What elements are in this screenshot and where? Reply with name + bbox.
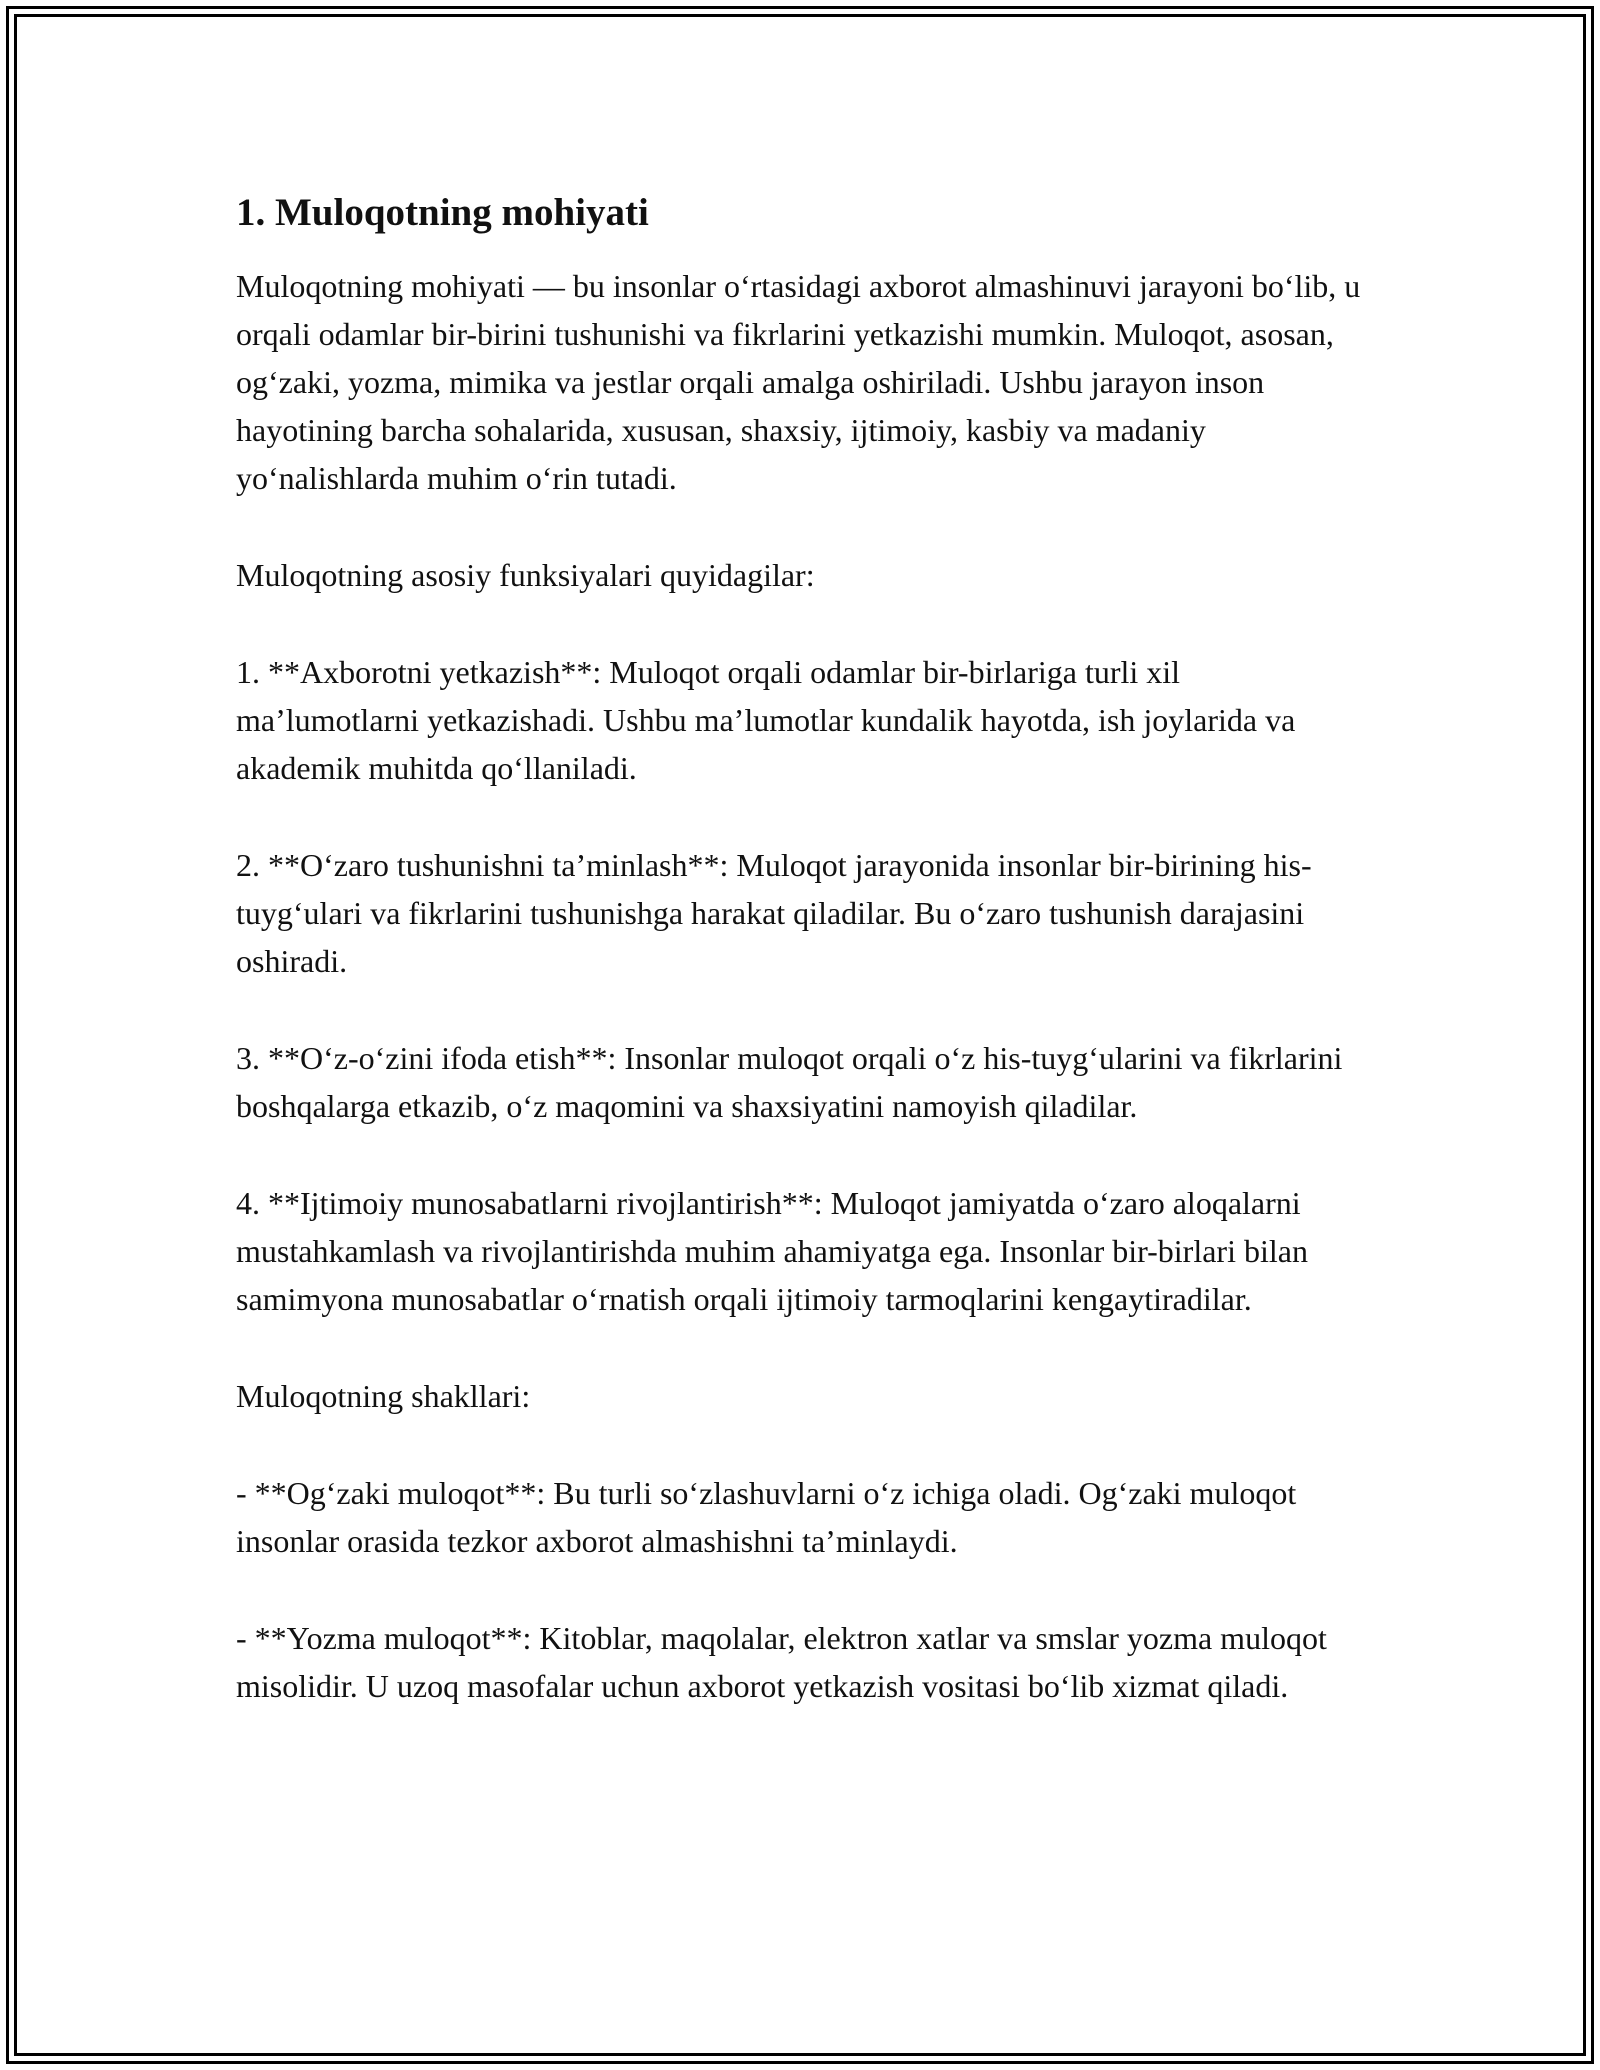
paragraph-intro: Muloqotning mohiyati — bu insonlar o‘rtasidagi axborot almashinuvi jarayoni bo‘lib, u orqali odamlar bir-birini tushunishi va fikrlarini yetkazishi mumkin. Muloqot, asosan, og‘zaki, yozma, mimika va jestlar orqali amalga oshiriladi. Ushbu jarayon inson hayotining barcha sohalarida, xususan, shaxsiy, ijtimoiy, kasbiy va madaniy yo‘nalishlarda muhim o‘rin tutadi. bbox=[236, 267, 1361, 496]
paragraph-function-1: 1. **Axborotni yetkazish**: Muloqot orqali odamlar bir-birlariga turli xil ma’lumotlarni yetkazishadi. Ushbu ma’lumotlar kundalik hayotda, ish joylarida va akademik muhitda qo‘llaniladi. bbox=[236, 653, 1296, 786]
paragraph-form-written: - **Yozma muloqot**: Kitoblar, maqolalar, elektron xatlar va smslar yozma muloqot misolidir. U uzoq masofalar uchun axborot yetkazish vositasi bo‘lib xizmat qiladi. bbox=[236, 1619, 1327, 1704]
section-title: 1. Muloqotning mohiyati bbox=[236, 191, 649, 234]
paragraph-functions-heading: Muloqotning asosiy funksiyalari quyidagilar: bbox=[236, 556, 815, 593]
paragraph-forms-heading: Muloqotning shakllari: bbox=[236, 1377, 531, 1414]
paragraph-function-2: 2. **O‘zaro tushunishni ta’minlash**: Muloqot jarayonida insonlar bir-birining his-tuyg‘ulari va fikrlarini tushunishga harakat qiladilar. Bu o‘zaro tushunish darajasini oshiradi. bbox=[236, 846, 1312, 979]
paragraph-form-oral: - **Og‘zaki muloqot**: Bu turli so‘zlashuvlarni o‘z ichiga oladi. Og‘zaki muloqot insonlar orasida tezkor axborot almashishni ta’minlaydi. bbox=[236, 1474, 1297, 1559]
paragraph-function-3: 3. **O‘z-o‘zini ifoda etish**: Insonlar muloqot orqali o‘z his-tuyg‘ularini va fikrlarini boshqalarga etkazib, o‘z maqomini va shaxsiyatini namoyish qiladilar. bbox=[236, 1039, 1343, 1124]
paragraph-function-4: 4. **Ijtimoiy munosabatlarni rivojlantirish**: Muloqot jamiyatda o‘zaro aloqalarni mustahkamlash va rivojlantirishda muhim ahamiyatga ega. Insonlar bir-birlari bilan samimyona munosabatlar o‘rnatish orqali ijtimoiy tarmoqlarini kengaytiradilar. bbox=[236, 1184, 1308, 1317]
document-body bbox=[236, 178, 1371, 1759]
